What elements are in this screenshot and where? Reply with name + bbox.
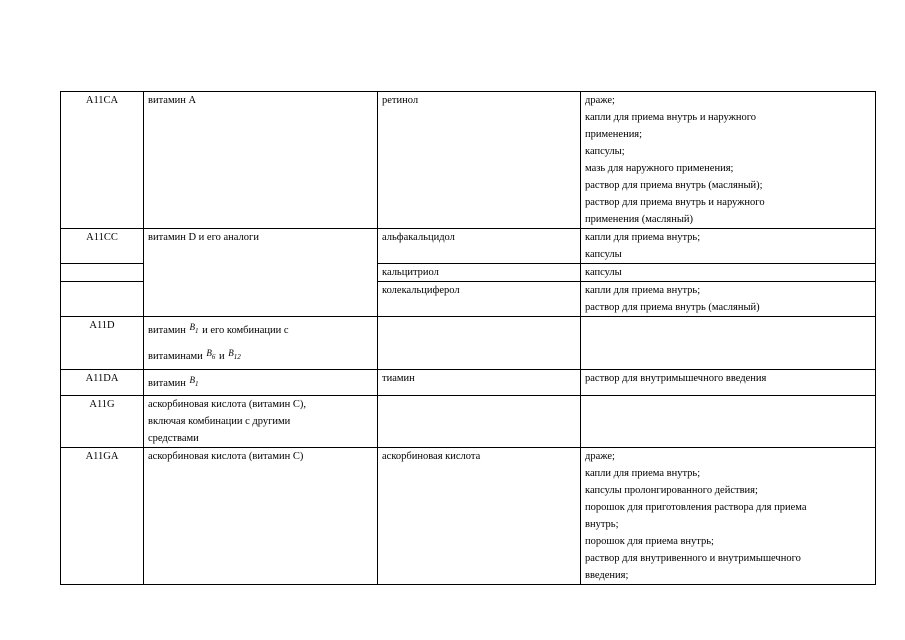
atc-code-cell: A11GA [61, 448, 144, 585]
dosage-form-line: применения; [585, 129, 643, 140]
substance-cell: аскорбиновая кислота [378, 448, 581, 585]
vitamin-b-symbol: $B_1$ [189, 374, 199, 388]
vitamin-b-symbol: $B_1$ [189, 322, 199, 335]
dosage-forms-cell [581, 317, 876, 370]
pharmacological-group-cell [144, 317, 378, 370]
table-row [61, 396, 876, 448]
table-row [61, 369, 876, 396]
dosage-form-line: капсулы [585, 249, 622, 260]
dosage-form-line: раствор для приема внутрь (масляный); [585, 180, 763, 191]
dosage-form-line: внутрь; [585, 519, 619, 531]
dosage-forms-cell [581, 448, 876, 585]
dosage-forms-cell: раствор для внутримышечного введения [581, 369, 876, 396]
atc-code-cell: A11DA [61, 369, 144, 396]
dosage-form-line: капли для приема внутрь; [585, 285, 701, 296]
substance-cell: колекальциферол [378, 282, 581, 317]
atc-code-cell: A11CC [61, 229, 144, 264]
empty-code-cell [61, 264, 144, 282]
dosage-forms-cell [581, 282, 876, 317]
dosage-forms-cell [581, 396, 876, 448]
atc-code-cell: A11D [61, 317, 144, 370]
dosage-form-line: применения (масляный) [585, 214, 694, 225]
pharmacological-group-cell: аскорбиновая кислота (витамин С) [144, 448, 378, 585]
dosage-forms-cell [581, 229, 876, 264]
substance-cell [378, 317, 581, 370]
dosage-form-line: капсулы; [585, 146, 625, 157]
group-text: витаминами [148, 350, 203, 362]
drug-classification-table [60, 91, 876, 585]
group-line: средствами [148, 433, 199, 445]
group-text: и его комбинации с [202, 325, 289, 336]
dosage-form-line: драже; [585, 95, 615, 106]
vitamin-b-symbol: $B_{12}$ [228, 347, 241, 361]
group-text: витамин [148, 377, 186, 389]
substance-cell [378, 396, 581, 448]
group-line: включая комбинации с другими [148, 416, 291, 428]
dosage-form-line: капли для приема внутрь; [585, 468, 701, 480]
dosage-form-line: раствор для внутривенного и внутримышечного [585, 553, 801, 565]
group-line: аскорбиновая кислота (витамин С), [148, 399, 306, 411]
table-row [61, 317, 876, 370]
atc-code-cell: A11G [61, 396, 144, 448]
dosage-form-line: мазь для наружного применения; [585, 163, 734, 174]
dosage-forms-cell [581, 92, 876, 229]
table-row [61, 229, 876, 264]
group-text: и [219, 350, 225, 362]
pharmacological-group-cell: витамин А [144, 92, 378, 229]
substance-cell: кальцитриол [378, 264, 581, 282]
table-row [61, 448, 876, 585]
vitamin-b-symbol: $B_6$ [206, 347, 216, 361]
substance-cell: тиамин [378, 369, 581, 396]
pharmacological-group-cell: витамин D и его аналоги [144, 229, 378, 317]
dosage-form-line: раствор для приема внутрь (масляный) [585, 302, 760, 313]
dosage-form-line: драже; [585, 451, 615, 463]
atc-code-cell: A11CA [61, 92, 144, 229]
group-text: витамин [148, 325, 186, 336]
substance-cell: ретинол [378, 92, 581, 229]
dosage-forms-cell: капсулы [581, 264, 876, 282]
dosage-form-line: порошок для приготовления раствора для приема [585, 502, 807, 514]
table-row [61, 92, 876, 229]
dosage-form-line: капли для приема внутрь; [585, 232, 701, 243]
pharmacological-group-cell [144, 369, 378, 396]
dosage-form-line: раствор для приема внутрь и наружного [585, 197, 765, 208]
dosage-form-line: порошок для приема внутрь; [585, 536, 714, 548]
substance-cell: альфакальцидол [378, 229, 581, 264]
dosage-form-line: введения; [585, 570, 629, 582]
dosage-form-line: капсулы пролонгированного действия; [585, 485, 758, 497]
dosage-form-line: капли для приема внутрь и наружного [585, 112, 756, 123]
empty-code-cell [61, 282, 144, 317]
pharmacological-group-cell [144, 396, 378, 448]
